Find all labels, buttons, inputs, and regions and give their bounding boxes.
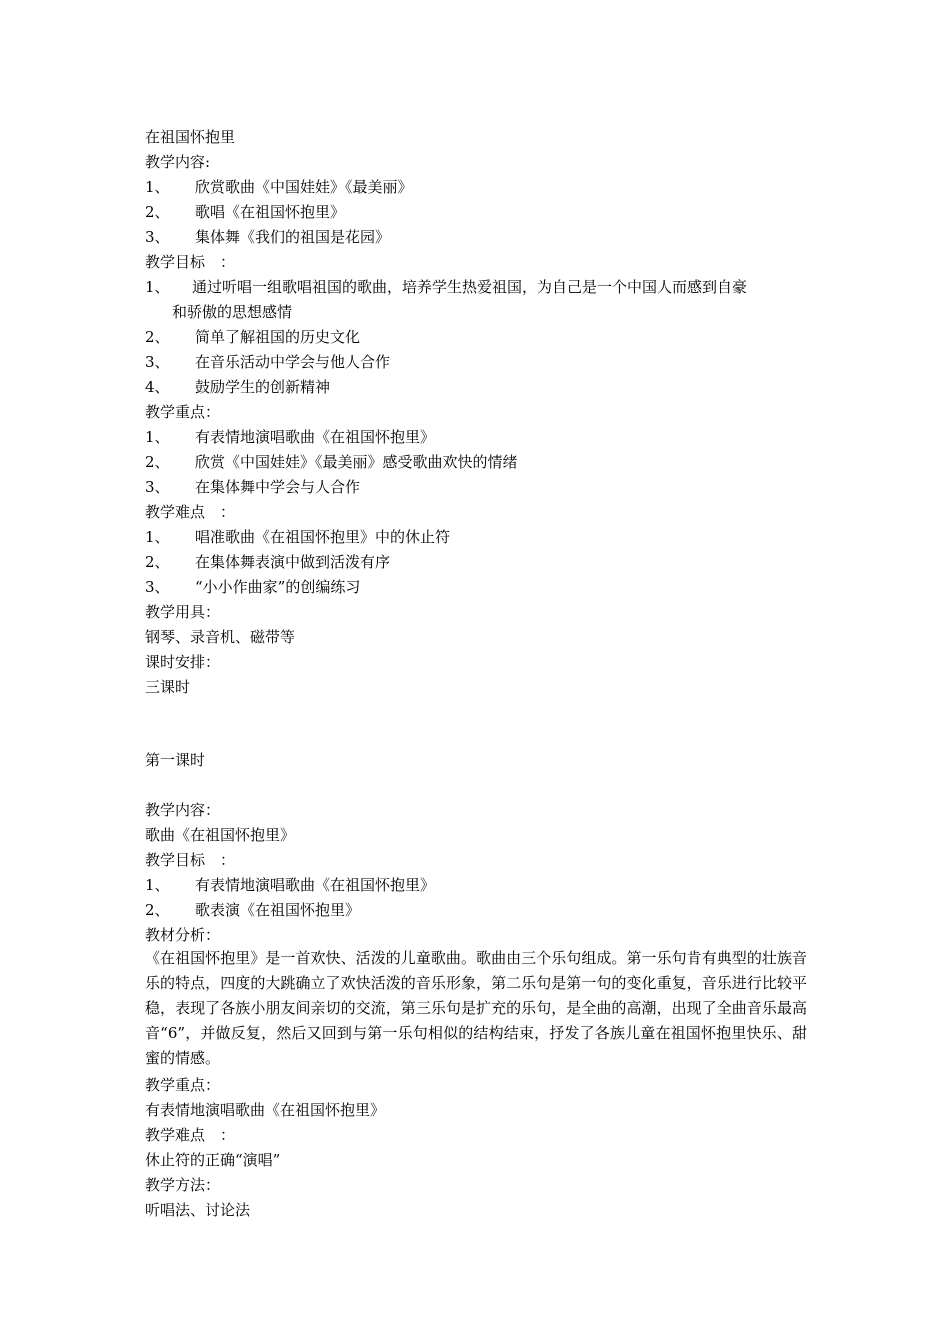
item-text: “小小作曲家”的创编练习 xyxy=(195,578,361,596)
key-points-heading: 教学重点： xyxy=(145,403,221,421)
list-item xyxy=(145,377,330,397)
item-number: 2、 xyxy=(145,553,170,571)
item-text: 欣赏《中国娃娃》《最美丽》感受歌曲欢快的情绪 xyxy=(195,453,518,471)
list-item xyxy=(145,477,360,497)
item-number: 1、 xyxy=(145,278,170,296)
item-number: 2、 xyxy=(145,203,170,221)
list-item xyxy=(145,577,360,597)
item-text: 简单了解祖国的历史文化 xyxy=(195,328,361,346)
item-text: 在集体舞表演中做到活泼有序 xyxy=(195,553,391,571)
doc-title: 在祖国怀抱里 xyxy=(145,128,236,146)
lesson-key-heading: 教学重点： xyxy=(145,1076,221,1094)
item-text: 在集体舞中学会与人合作 xyxy=(195,478,361,496)
list-item xyxy=(145,327,360,347)
item-text: 在音乐活动中学会与他人合作 xyxy=(195,353,391,371)
item-text: 歌唱《在祖国怀抱里》 xyxy=(195,203,346,221)
item-number: 4、 xyxy=(145,378,170,396)
list-item xyxy=(145,452,518,472)
lesson-title: 第一课时 xyxy=(145,751,206,769)
item-number: 2、 xyxy=(145,453,170,471)
schedule-heading: 课时安排： xyxy=(145,653,221,671)
item-text: 有表情地演唱歌曲《在祖国怀抱里》 xyxy=(195,428,436,446)
list-item xyxy=(145,202,345,222)
goals-heading: 教学目标 ： xyxy=(145,253,236,271)
item-number: 1、 xyxy=(145,428,170,446)
item-number: 3、 xyxy=(145,478,170,496)
list-item xyxy=(145,875,435,895)
item-number: 1、 xyxy=(145,178,170,196)
item-number: 2、 xyxy=(145,901,170,919)
item-number: 1、 xyxy=(145,528,170,546)
method-heading: 教学方法： xyxy=(145,1176,221,1194)
lesson-content-text: 歌曲《在祖国怀抱里》 xyxy=(145,826,296,844)
list-item xyxy=(145,900,360,920)
list-item xyxy=(145,527,450,547)
item-number: 3、 xyxy=(145,353,170,371)
item-text: 唱准歌曲《在祖国怀抱里》中的休止符 xyxy=(195,528,451,546)
item-number: 1、 xyxy=(145,876,170,894)
difficulty-heading: 教学难点 ： xyxy=(145,503,236,521)
list-item xyxy=(145,552,390,572)
tools-text: 钢琴、录音机、磁带等 xyxy=(145,628,296,646)
list-item xyxy=(145,227,390,247)
item-text: 歌表演《在祖国怀抱里》 xyxy=(195,901,361,919)
item-text: 欣赏歌曲《中国娃娃》《最美丽》 xyxy=(195,178,413,196)
item-number: 2、 xyxy=(145,328,170,346)
item-text: 有表情地演唱歌曲《在祖国怀抱里》 xyxy=(195,876,436,894)
schedule-text: 三课时 xyxy=(145,678,191,696)
item-text: 通过听唱一组歌唱祖国的歌曲，培养学生热爱祖国，为自己是一个中国人而感到自豪 xyxy=(192,278,748,296)
method-text: 听唱法、讨论法 xyxy=(145,1201,251,1219)
tools-heading: 教学用具： xyxy=(145,603,221,621)
list-item xyxy=(145,352,390,372)
analysis-paragraph: 《在祖国怀抱里》是一首欢快、活泼的儿童歌曲。歌曲由三个乐句组成。第一乐句肯有典型的壮族音乐的特点，四度的大跳确立了欢快活泼的音乐形象，第二乐句是第一句的变化重复，音乐进行比较平稳，表现了各族小朋友间亲切的交流，第三乐句是扩充的乐句，是全曲的高潮，出现了全曲音乐最高音“6”，并做反复，然后又回到与第一乐句相似的结构结束，抒发了各族儿童在祖国怀抱里快乐、甜蜜的情感。 xyxy=(145,949,807,1067)
list-item xyxy=(145,427,435,447)
item-number: 3、 xyxy=(145,228,170,246)
lesson-difficulty-text: 休止符的正确“演唱” xyxy=(145,1151,281,1169)
analysis-heading: 教材分析： xyxy=(145,926,221,944)
lesson-goals-heading: 教学目标 ： xyxy=(145,851,236,869)
lesson-key-text: 有表情地演唱歌曲《在祖国怀抱里》 xyxy=(145,1101,386,1119)
lesson-content-heading: 教学内容： xyxy=(145,801,221,819)
item-text: 集体舞《我们的祖国是花园》 xyxy=(195,228,391,246)
item-number: 3、 xyxy=(145,578,170,596)
list-item xyxy=(145,277,747,297)
list-item-continuation: 和骄傲的思想感情 xyxy=(172,303,293,321)
list-item xyxy=(145,177,413,197)
item-text: 鼓励学生的创新精神 xyxy=(195,378,331,396)
lesson-difficulty-heading: 教学难点 ： xyxy=(145,1126,236,1144)
content-heading: 教学内容: xyxy=(145,153,211,171)
